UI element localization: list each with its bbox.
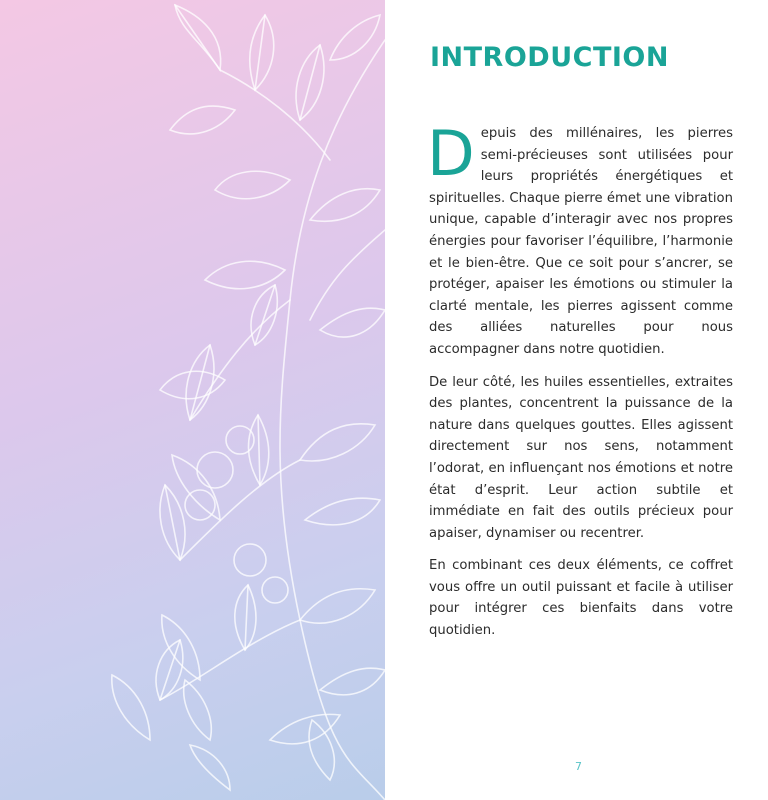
paragraph-3: En combinant ces deux éléments, ce coffret vous offre un outil puissant et facile à utiliser pour intégrer ces bienfaits dans votre quotidien.: [429, 558, 733, 639]
paragraph-1: [427, 117, 733, 361]
drop-cap: D: [427, 117, 475, 190]
paragraph-2: De leur côté, les huiles essentielles, extraites des plantes, concentrent la puissance de la nature dans quelques gouttes. Elles agissent directement sur nos sens, notamment l’odorat, en influençant nos émotions et notre état d’esprit. Leur action subtile et immédiate en fait des outils précieux pour apaiser, dynamiser ou recentrer.: [429, 374, 733, 541]
page-title: INTRODUCTION: [430, 42, 669, 73]
paragraph-1-text: epuis des millénaires, les pierres semi-précieuses sont utilisées pour leurs propriétés énergétiques et spirituelles. Chaque pierre émet une vibration unique, capable d’interagir avec nos propres énergies pour favoriser l’équilibre, l’harmonie et le bien-être. Que ce soit pour s’ancrer, se protéger, apaiser les émotions ou stimuler la clarté mentale, les pierres agissent comme des alliées naturelles pour nous accompagner dans notre quotidien.: [429, 126, 733, 357]
content-panel: [385, 0, 768, 800]
body-text: [427, 117, 733, 653]
page-number: 7: [575, 760, 582, 773]
